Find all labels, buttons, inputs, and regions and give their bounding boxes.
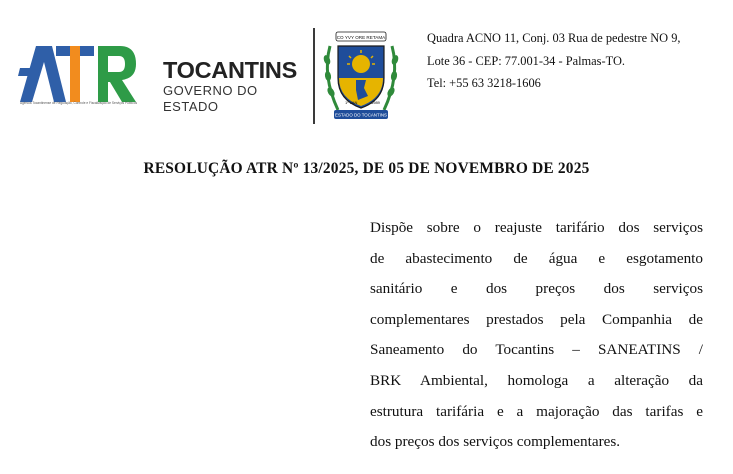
atr-logo-r-shape — [98, 46, 136, 102]
atr-logo-subtitle: Agência Tocantinense de Regulação, Controle e Fiscalização de Serviços Públicos — [20, 101, 138, 105]
ementa-line: sanitário e dos preços dos serviços — [370, 280, 703, 298]
ementa-line: complementares prestados pela Companhia de — [370, 310, 703, 328]
atr-logo — [18, 40, 140, 110]
ementa-line: Saneamento do Tocantins – SANEATINS / — [370, 341, 703, 359]
address-block — [427, 27, 727, 95]
atr-logo-t-stem — [70, 46, 80, 102]
phone-line: Tel: +55 63 3218-1606 — [427, 76, 541, 90]
crest-sun — [352, 55, 370, 73]
ementa-line: BRK Ambiental, homologa a alteração da — [370, 371, 703, 389]
resolution-title: RESOLUÇÃO ATR Nº 13/2025, DE 05 DE NOVEMBRO DE 2025 — [143, 160, 590, 177]
atr-logo-a-accent — [18, 68, 40, 76]
tocantins-logo — [163, 58, 308, 115]
crest-date-right: 1989 — [371, 100, 380, 105]
header-divider — [313, 28, 315, 124]
crest-bottom-banner-text: ESTADO DO TOCANTINS — [335, 112, 387, 118]
ementa-line: Dispõe sobre o reajuste tarifário dos serviços — [370, 219, 703, 236]
crest-date-left: 1º JAN — [345, 100, 358, 105]
address-line: Quadra ACNO 11, Conj. 03 Rua de pedestre NO 9, — [427, 31, 681, 45]
ementa-paragraph — [370, 213, 703, 458]
ementa-line: estrutura tarifária e a majoração das tarifas e — [370, 402, 703, 420]
ementa-line: dos preços dos serviços complementares. — [370, 433, 621, 451]
crest-top-banner-text: CO YVY ORE RETAMA — [336, 34, 386, 40]
ementa-line: de abastecimento de água e esgotamento — [370, 249, 703, 267]
letterhead — [0, 0, 733, 130]
address-line: Lote 36 - CEP: 77.001-34 - Palmas-TO. — [427, 53, 626, 68]
state-government-label: GOVERNO DO ESTADO — [163, 83, 258, 114]
state-name: TOCANTINS — [163, 57, 297, 83]
state-crest-icon — [320, 26, 402, 122]
